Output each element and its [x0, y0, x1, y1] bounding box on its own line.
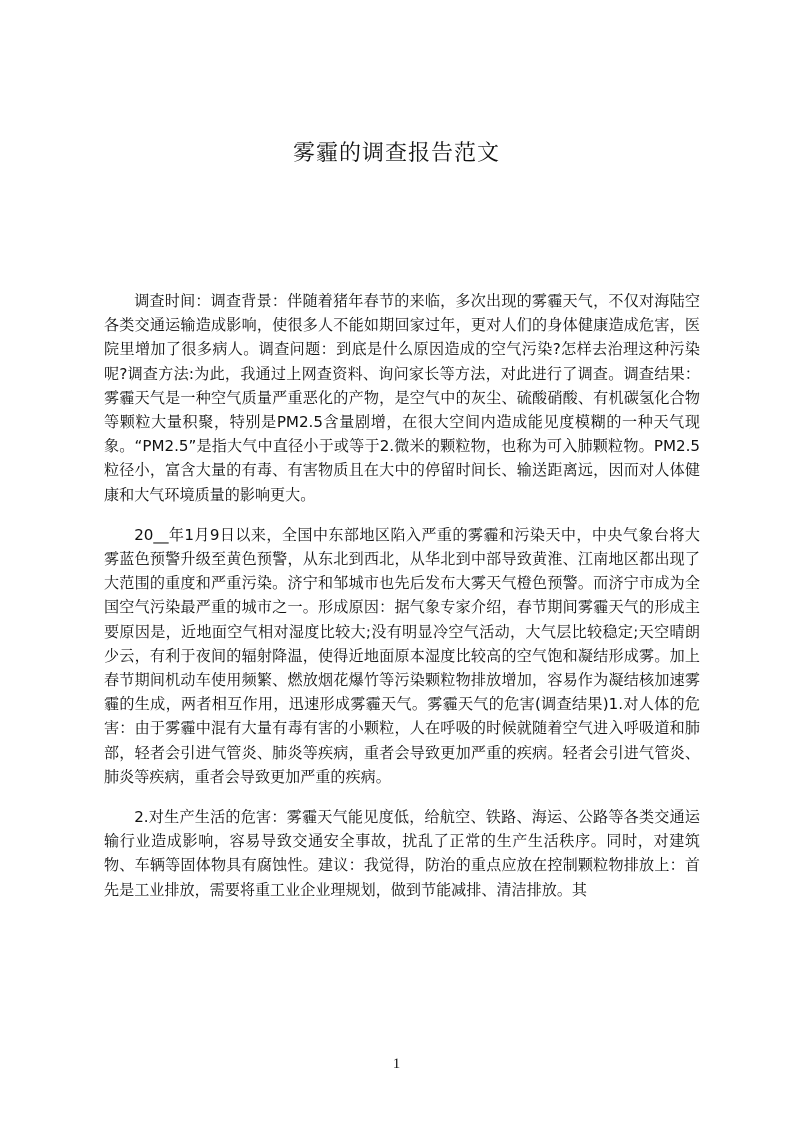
page-number: 1	[392, 1056, 401, 1072]
document-body	[104, 289, 700, 918]
paragraph-production-harm: 2.对生产生活的危害：雾霾天气能见度低，给航空、铁路、海运、公路等各类交通运输行业造成影响，容易导致交通安全事故，扰乱了正常的生产生活秩序。同时，对建筑物、车辆等固体物具有腐蚀性。建议：我觉得，防治的重点应放在控制颗粒物排放上：首先是工业排放，需要将重工业企业理规划，做到节能减排、清洁排放。其	[104, 808, 700, 899]
paragraph-survey-background: 调查时间：调查背景：伴随着猪年春节的来临，多次出现的雾霾天气，不仅对海陆空各类交通运输造成影响，使很多人不能如期回家过年，更对人们的身体健康造成危害，医院里增加了很多病人。调查问题：到底是什么原因造成的空气污染?怎样去治理这种污染呢?调查方法:为此，我通过上网查资料、询问家长等方法，对此进行了调查。调查结果：雾霾天气是一种空气质量严重恶化的产物，是空气中的灰尘、硫酸硝酸、有机碳氢化合物等颗粒大量积聚，特别是PM2.5含量剧增，在很大空间内造成能见度模糊的一种天气现象。“PM2.5”是指大气中直径小于或等于2.微米的颗粒物，也称为可入肺颗粒物。PM2.5粒径小，富含大量的有毒、有害物质且在大中的停留时间长、输送距离远，因而对人体健康和大气环境质量的影响更大。	[104, 292, 700, 504]
paragraph-causes-and-harm: 20__年1月9日以来，全国中东部地区陷入严重的雾霾和污染天中，中央气象台将大雾蓝色预警升级至黄色预警，从东北到西北，从华北到中部导致黄淮、江南地区都出现了大范围的重度和严重污染。济宁和邹城市也先后发布大雾天气橙色预警。而济宁市成为全国空气污染最严重的城市之一。形成原因：据气象专家介绍，春节期间雾霾天气的形成主要原因是，近地面空气相对湿度比较大;没有明显冷空气活动，大气层比较稳定;天空晴朗少云，有利于夜间的辐射降温，使得近地面原本湿度比较高的空气饱和凝结形成雾。加上春节期间机动车使用频繁、燃放烟花爆竹等污染颗粒物排放增加，容易作为凝结核加速雾霾的生成，两者相互作用，迅速形成雾霾天气。雾霾天气的危害(调查结果)1.对人体的危害：由于雾霾中混有大量有毒有害的小颗粒，人在呼吸的时候就随着空气进入呼吸道和肺部，轻者会引进气管炎、肺炎等疾病，重者会导致更加严重的疾病。轻者会引进气管炎、肺炎等疾病，重者会导致更加严重的疾病。	[104, 525, 700, 786]
document-title: 雾霾的调查报告范文	[292, 141, 500, 166]
